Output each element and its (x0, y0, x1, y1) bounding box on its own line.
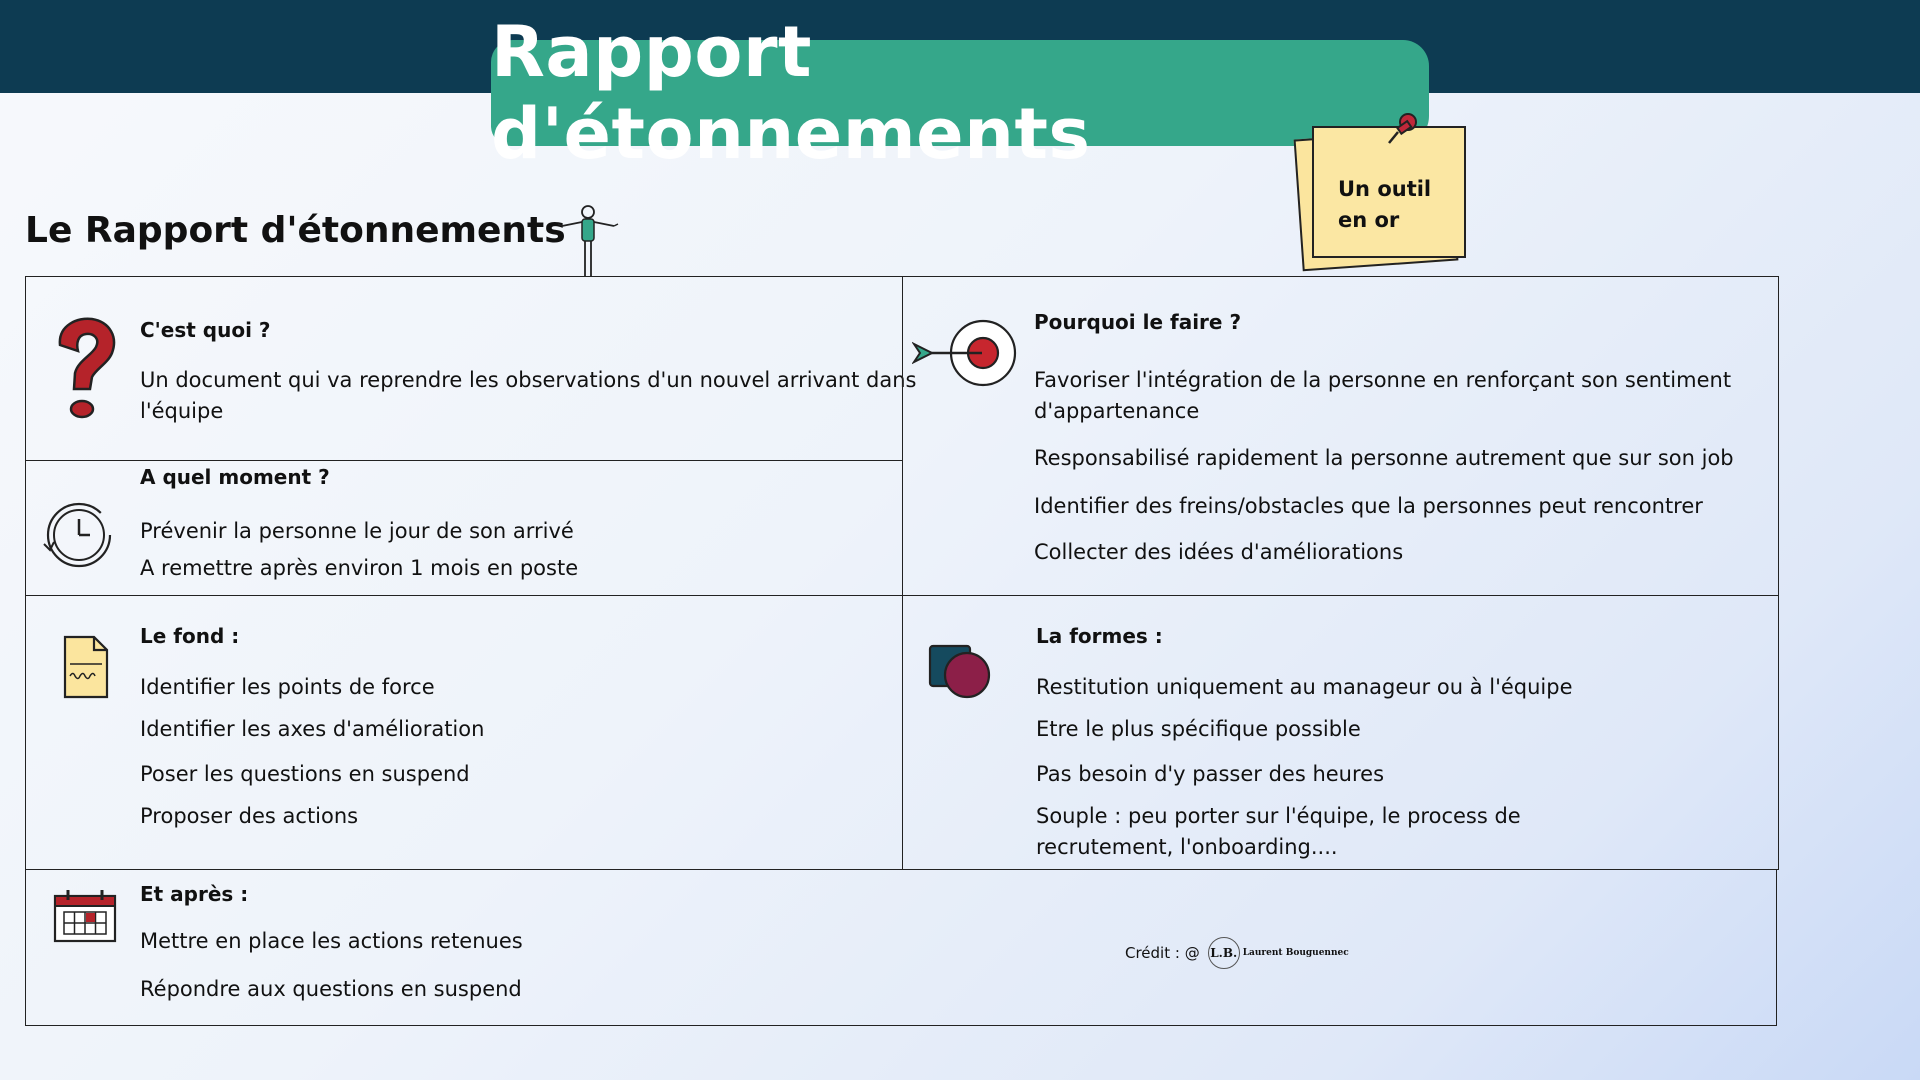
le-fond-line-1: Identifier les points de force (140, 675, 435, 699)
target-arrow-icon (912, 318, 1020, 388)
cest-quoi-line-1: Un document qui va reprendre les observations d'un nouvel arrivant dans (140, 368, 917, 392)
pourquoi-line-2: d'appartenance (1034, 399, 1200, 423)
cest-quoi-line-2: l'équipe (140, 399, 224, 423)
sticky-note-line2: en or (1338, 208, 1400, 232)
et-apres-heading: Et après : (140, 882, 249, 906)
le-fond-line-2: Identifier les axes d'amélioration (140, 717, 485, 741)
la-formes-heading: La formes : (1036, 624, 1163, 648)
sticky-note-text (1338, 174, 1431, 236)
calendar-icon (52, 888, 118, 944)
sticky-note (1298, 118, 1470, 266)
le-fond-line-3: Poser les questions en suspend (140, 762, 470, 786)
pourquoi-line-3: Responsabilisé rapidement la personne autrement que sur son job (1034, 446, 1734, 470)
cest-quoi-heading: C'est quoi ? (140, 318, 271, 342)
sticky-note-line1: Un outil (1338, 177, 1432, 201)
pourquoi-line-1: Favoriser l'intégration de la personne en renforçant son sentiment (1034, 368, 1732, 392)
credit-label: Crédit : @ (1125, 944, 1200, 962)
author-logo-initials: L.B. (1208, 937, 1240, 969)
pourquoi-line-5: Collecter des idées d'améliorations (1034, 540, 1404, 564)
a-quel-moment-heading: A quel moment ? (140, 465, 330, 489)
pourquoi-line-4: Identifier des freins/obstacles que la personnes peut rencontrer (1034, 494, 1703, 518)
section-subtitle: Le Rapport d'étonnements (25, 210, 566, 251)
la-formes-line-2: Etre le plus spécifique possible (1036, 717, 1361, 741)
le-fond-heading: Le fond : (140, 624, 240, 648)
pushpin-icon (1384, 110, 1424, 150)
author-logo-name: Laurent Bouguennec (1242, 948, 1349, 958)
question-mark-icon (48, 315, 120, 425)
a-quel-moment-line-2: A remettre après environ 1 mois en poste (140, 556, 579, 580)
author-logo (1208, 937, 1349, 969)
et-apres-line-1: Mettre en place les actions retenues (140, 929, 523, 953)
person-figure-icon (556, 202, 620, 276)
credit (1125, 937, 1349, 969)
page-title: Rapport d'étonnements (491, 40, 1429, 146)
et-apres-line-2: Répondre aux questions en suspend (140, 977, 522, 1001)
clock-icon (40, 500, 114, 570)
a-quel-moment-line-1: Prévenir la personne le jour de son arrivé (140, 519, 574, 543)
shapes-icon (926, 642, 992, 702)
pourquoi-heading: Pourquoi le faire ? (1034, 310, 1242, 334)
document-icon (62, 634, 110, 700)
la-formes-line-1: Restitution uniquement au manageur ou à l'équipe (1036, 675, 1573, 699)
la-formes-line-4: Souple : peu porter sur l'équipe, le process de (1036, 804, 1521, 828)
le-fond-line-4: Proposer des actions (140, 804, 359, 828)
la-formes-line-3: Pas besoin d'y passer des heures (1036, 762, 1385, 786)
la-formes-line-5: recrutement, l'onboarding.... (1036, 835, 1338, 859)
